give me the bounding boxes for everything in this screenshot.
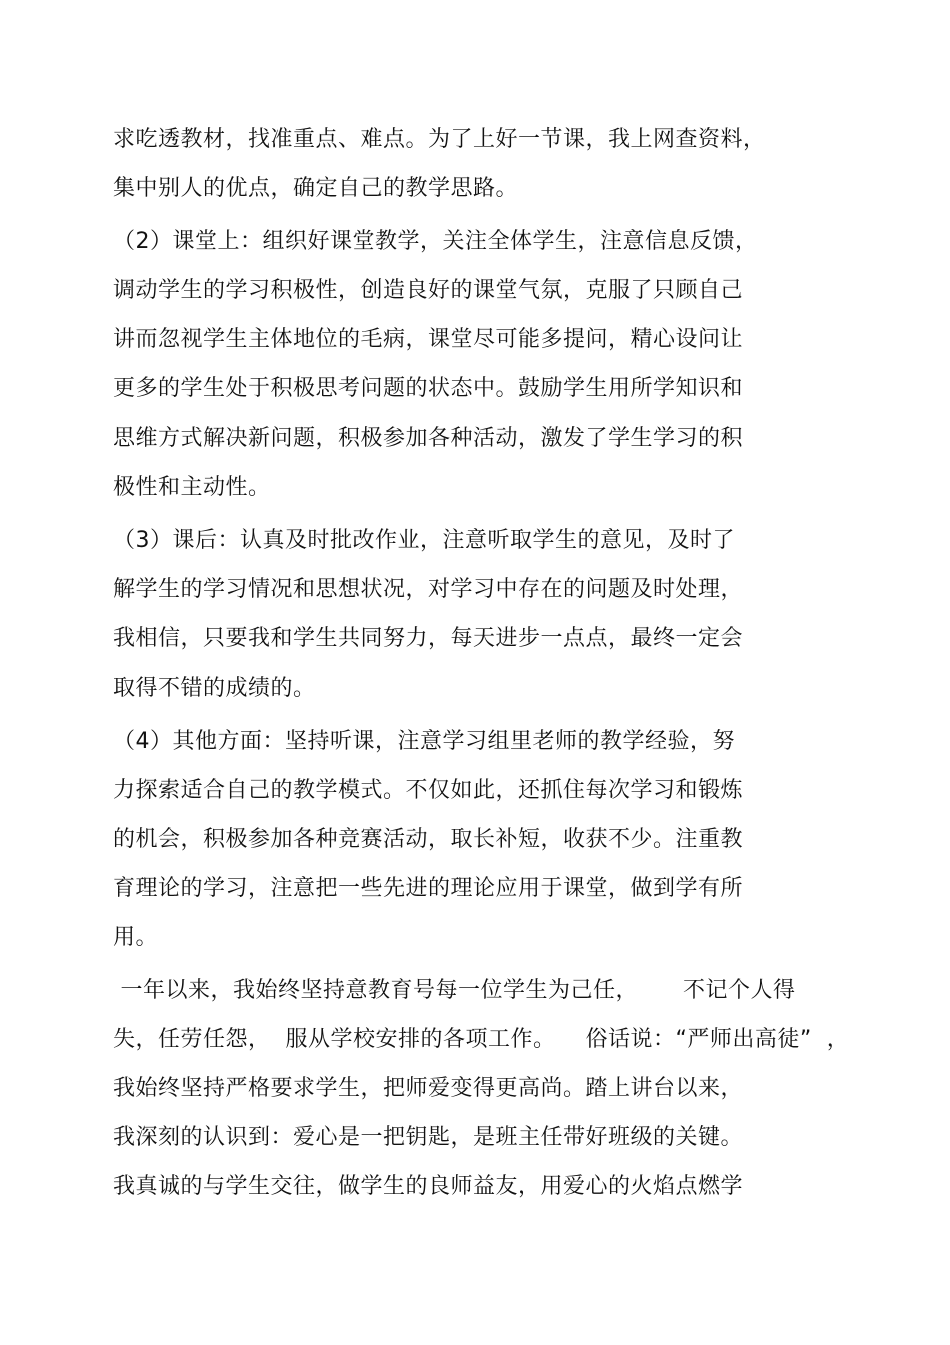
- text-line: （4）其他方面：坚持听课，注意学习组里老师的教学经验，努: [113, 729, 735, 754]
- text-line: 我相信，只要我和学生共同努力，每天进步一点点，最终一定会: [113, 626, 744, 651]
- text-line: 集中别人的优点，确定自己的教学思路。: [113, 176, 519, 201]
- text-line: 极性和主动性。: [113, 475, 271, 500]
- text-line: 讲而忽视学生主体地位的毛病，课堂尽可能多提问，精心设问让: [113, 327, 744, 352]
- text-line: 我深刻的认识到：爱心是一把钥匙，是班主任带好班级的关键。: [113, 1125, 744, 1150]
- text-line: 我始终坚持严格要求学生，把师爱变得更高尚。踏上讲台以来，: [113, 1076, 744, 1101]
- text-line: 更多的学生处于积极思考问题的状态中。鼓励学生用所学知识和: [113, 376, 744, 401]
- text-line: 失，任劳任怨， 服从学校安排的各项工作。 俗话说：“严师出高徒” ，: [113, 1027, 850, 1052]
- text-line: 力探索适合自己的教学模式。不仅如此，还抓住每次学习和锻炼: [113, 778, 744, 803]
- text-line: 用。: [113, 925, 159, 950]
- text-line: （3）课后：认真及时批改作业，注意听取学生的意见，及时了: [113, 528, 735, 553]
- text-line: 取得不错的成绩的。: [113, 676, 316, 701]
- text-line: 育理论的学习，注意把一些先进的理论应用于课堂，做到学有所: [113, 876, 744, 901]
- text-line: （2）课堂上：组织好课堂教学，关注全体学生，注意信息反馈，: [113, 229, 758, 254]
- text-line: 解学生的学习情况和思想状况，对学习中存在的问题及时处理，: [113, 577, 744, 602]
- text-line: 思维方式解决新问题，积极参加各种活动，激发了学生学习的积: [113, 426, 744, 451]
- text-line: 一年以来，我始终坚持意教育号每一位学生为己任， 不记个人得: [113, 978, 796, 1003]
- text-line: 的机会，积极参加各种竞赛活动，取长补短，收获不少。注重教: [113, 827, 744, 852]
- text-line: 求吃透教材，找准重点、难点。为了上好一节课，我上网查资料，: [113, 127, 766, 152]
- text-line: 调动学生的学习积极性，创造良好的课堂气氛，克服了只顾自己: [113, 278, 744, 303]
- text-line: 我真诚的与学生交往，做学生的良师益友，用爱心的火焰点燃学: [113, 1174, 744, 1199]
